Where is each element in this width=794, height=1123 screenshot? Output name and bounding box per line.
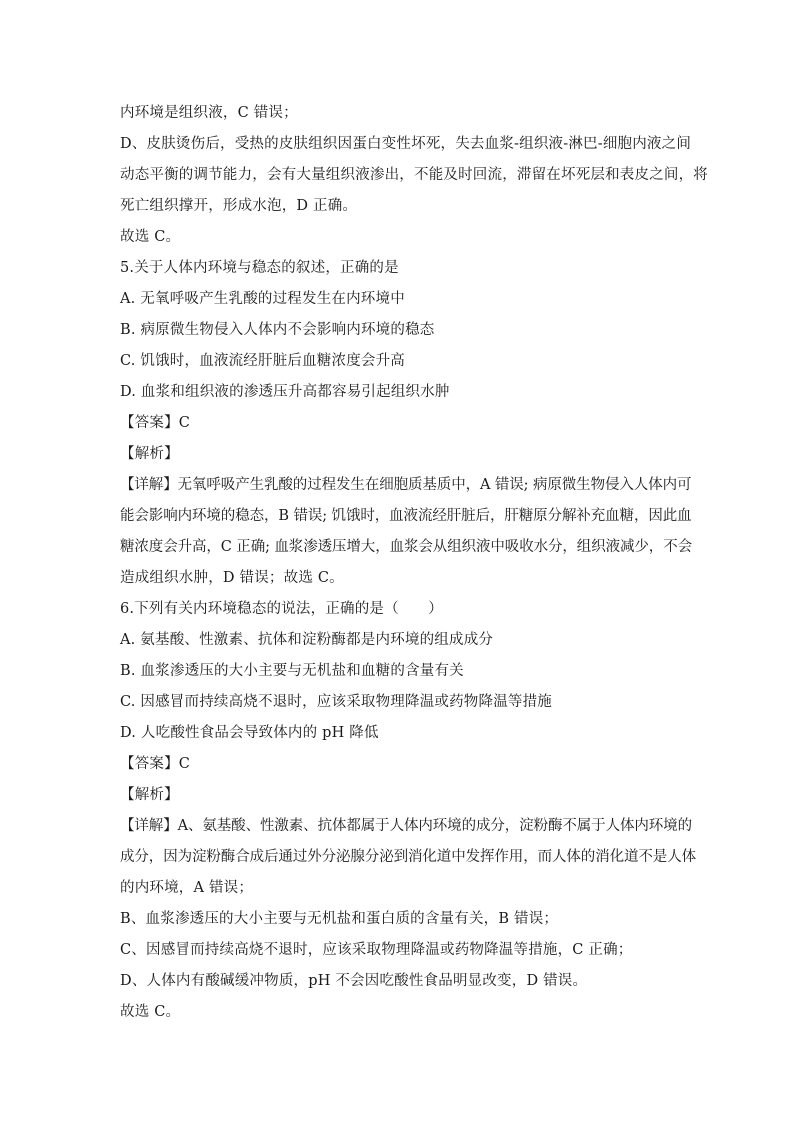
question-6-explanation-line: B、血浆渗透压的大小主要与无机盐和蛋白质的含量有关，B 错误； xyxy=(120,911,559,927)
conclusion-line: 故选 C。 xyxy=(120,229,181,245)
text-line: D、皮肤烫伤后，受热的皮肤组织因蛋白变性坏死，失去血浆-组织液-淋巴-细胞内液之间 xyxy=(120,136,692,152)
text-line: 死亡组织撑开，形成水泡，D 正确。 xyxy=(120,198,358,214)
question-5-option-d: D. 血浆和组织液的渗透压升高都容易引起组织水肿 xyxy=(120,384,450,400)
question-5-option-b: B. 病原微生物侵入人体内不会影响内环境的稳态 xyxy=(120,322,435,338)
question-5-analysis-heading: 【解析】 xyxy=(120,446,179,462)
question-6-explanation-line: 成分，因为淀粉酶合成后通过外分泌腺分泌到消化道中发挥作用，而人体的消化道不是人体 xyxy=(120,849,696,865)
question-6-analysis-heading: 【解析】 xyxy=(120,787,179,803)
document-body xyxy=(120,98,708,1028)
question-5-explanation-line: 造成组织水肿，D 错误；故选 C。 xyxy=(120,570,344,586)
text-line: 内环境是组织液，C 错误； xyxy=(120,105,298,121)
question-5-explanation-line: 能会影响内环境的稳态，B 错误; 饥饿时，血液流经肝脏后，肝糖原分解补充血糖，因此血 xyxy=(120,508,692,524)
question-6-option-b: B. 血浆渗透压的大小主要与无机盐和血糖的含量有关 xyxy=(120,663,464,679)
question-5-option-a: A. 无氧呼吸产生乳酸的过程发生在内环境中 xyxy=(120,291,405,307)
question-6-explanation-line: 【详解】A、氨基酸、性激素、抗体都属于人体内环境的成分，淀粉酶不属于人体内环境的 xyxy=(120,818,692,834)
conclusion-line: 故选 C。 xyxy=(120,1004,181,1020)
question-5-explanation-line: 糖浓度会升高，C 正确; 血浆渗透压增大，血浆会从组织液中吸收水分，组织液减少，不会 xyxy=(120,539,692,555)
question-6-stem: 6.下列有关内环境稳态的说法，正确的是（ ） xyxy=(120,601,443,617)
question-5-stem: 5.关于人体内环境与稳态的叙述，正确的是 xyxy=(120,260,399,276)
question-6-explanation-line: C、因感冒而持续高烧不退时，应该采取物理降温或药物降温等措施，C 正确； xyxy=(120,942,633,958)
question-6-explanation-line: 的内环境，A 错误； xyxy=(120,880,254,896)
question-5-answer: 【答案】C xyxy=(120,415,191,431)
question-5-option-c: C. 饥饿时，血液流经肝脏后血糖浓度会升高 xyxy=(120,353,405,369)
question-6-option-d: D. 人吃酸性食品会导致体内的 pH 降低 xyxy=(120,725,379,741)
question-6-answer: 【答案】C xyxy=(120,756,191,772)
question-6-explanation-line: D、人体内有酸碱缓冲物质，pH 不会因吃酸性食品明显改变，D 错误。 xyxy=(120,973,588,989)
text-line: 动态平衡的调节能力，会有大量组织液渗出，不能及时回流，滞留在坏死层和表皮之间，将 xyxy=(120,167,708,183)
question-5-explanation-line: 【详解】无氧呼吸产生乳酸的过程发生在细胞质基质中，A 错误; 病原微生物侵入人体内可 xyxy=(120,477,692,493)
question-6-option-c: C. 因感冒而持续高烧不退时，应该采取物理降温或药物降温等措施 xyxy=(120,694,552,710)
question-6-option-a: A. 氨基酸、性激素、抗体和淀粉酶都是内环境的组成成分 xyxy=(120,632,494,648)
